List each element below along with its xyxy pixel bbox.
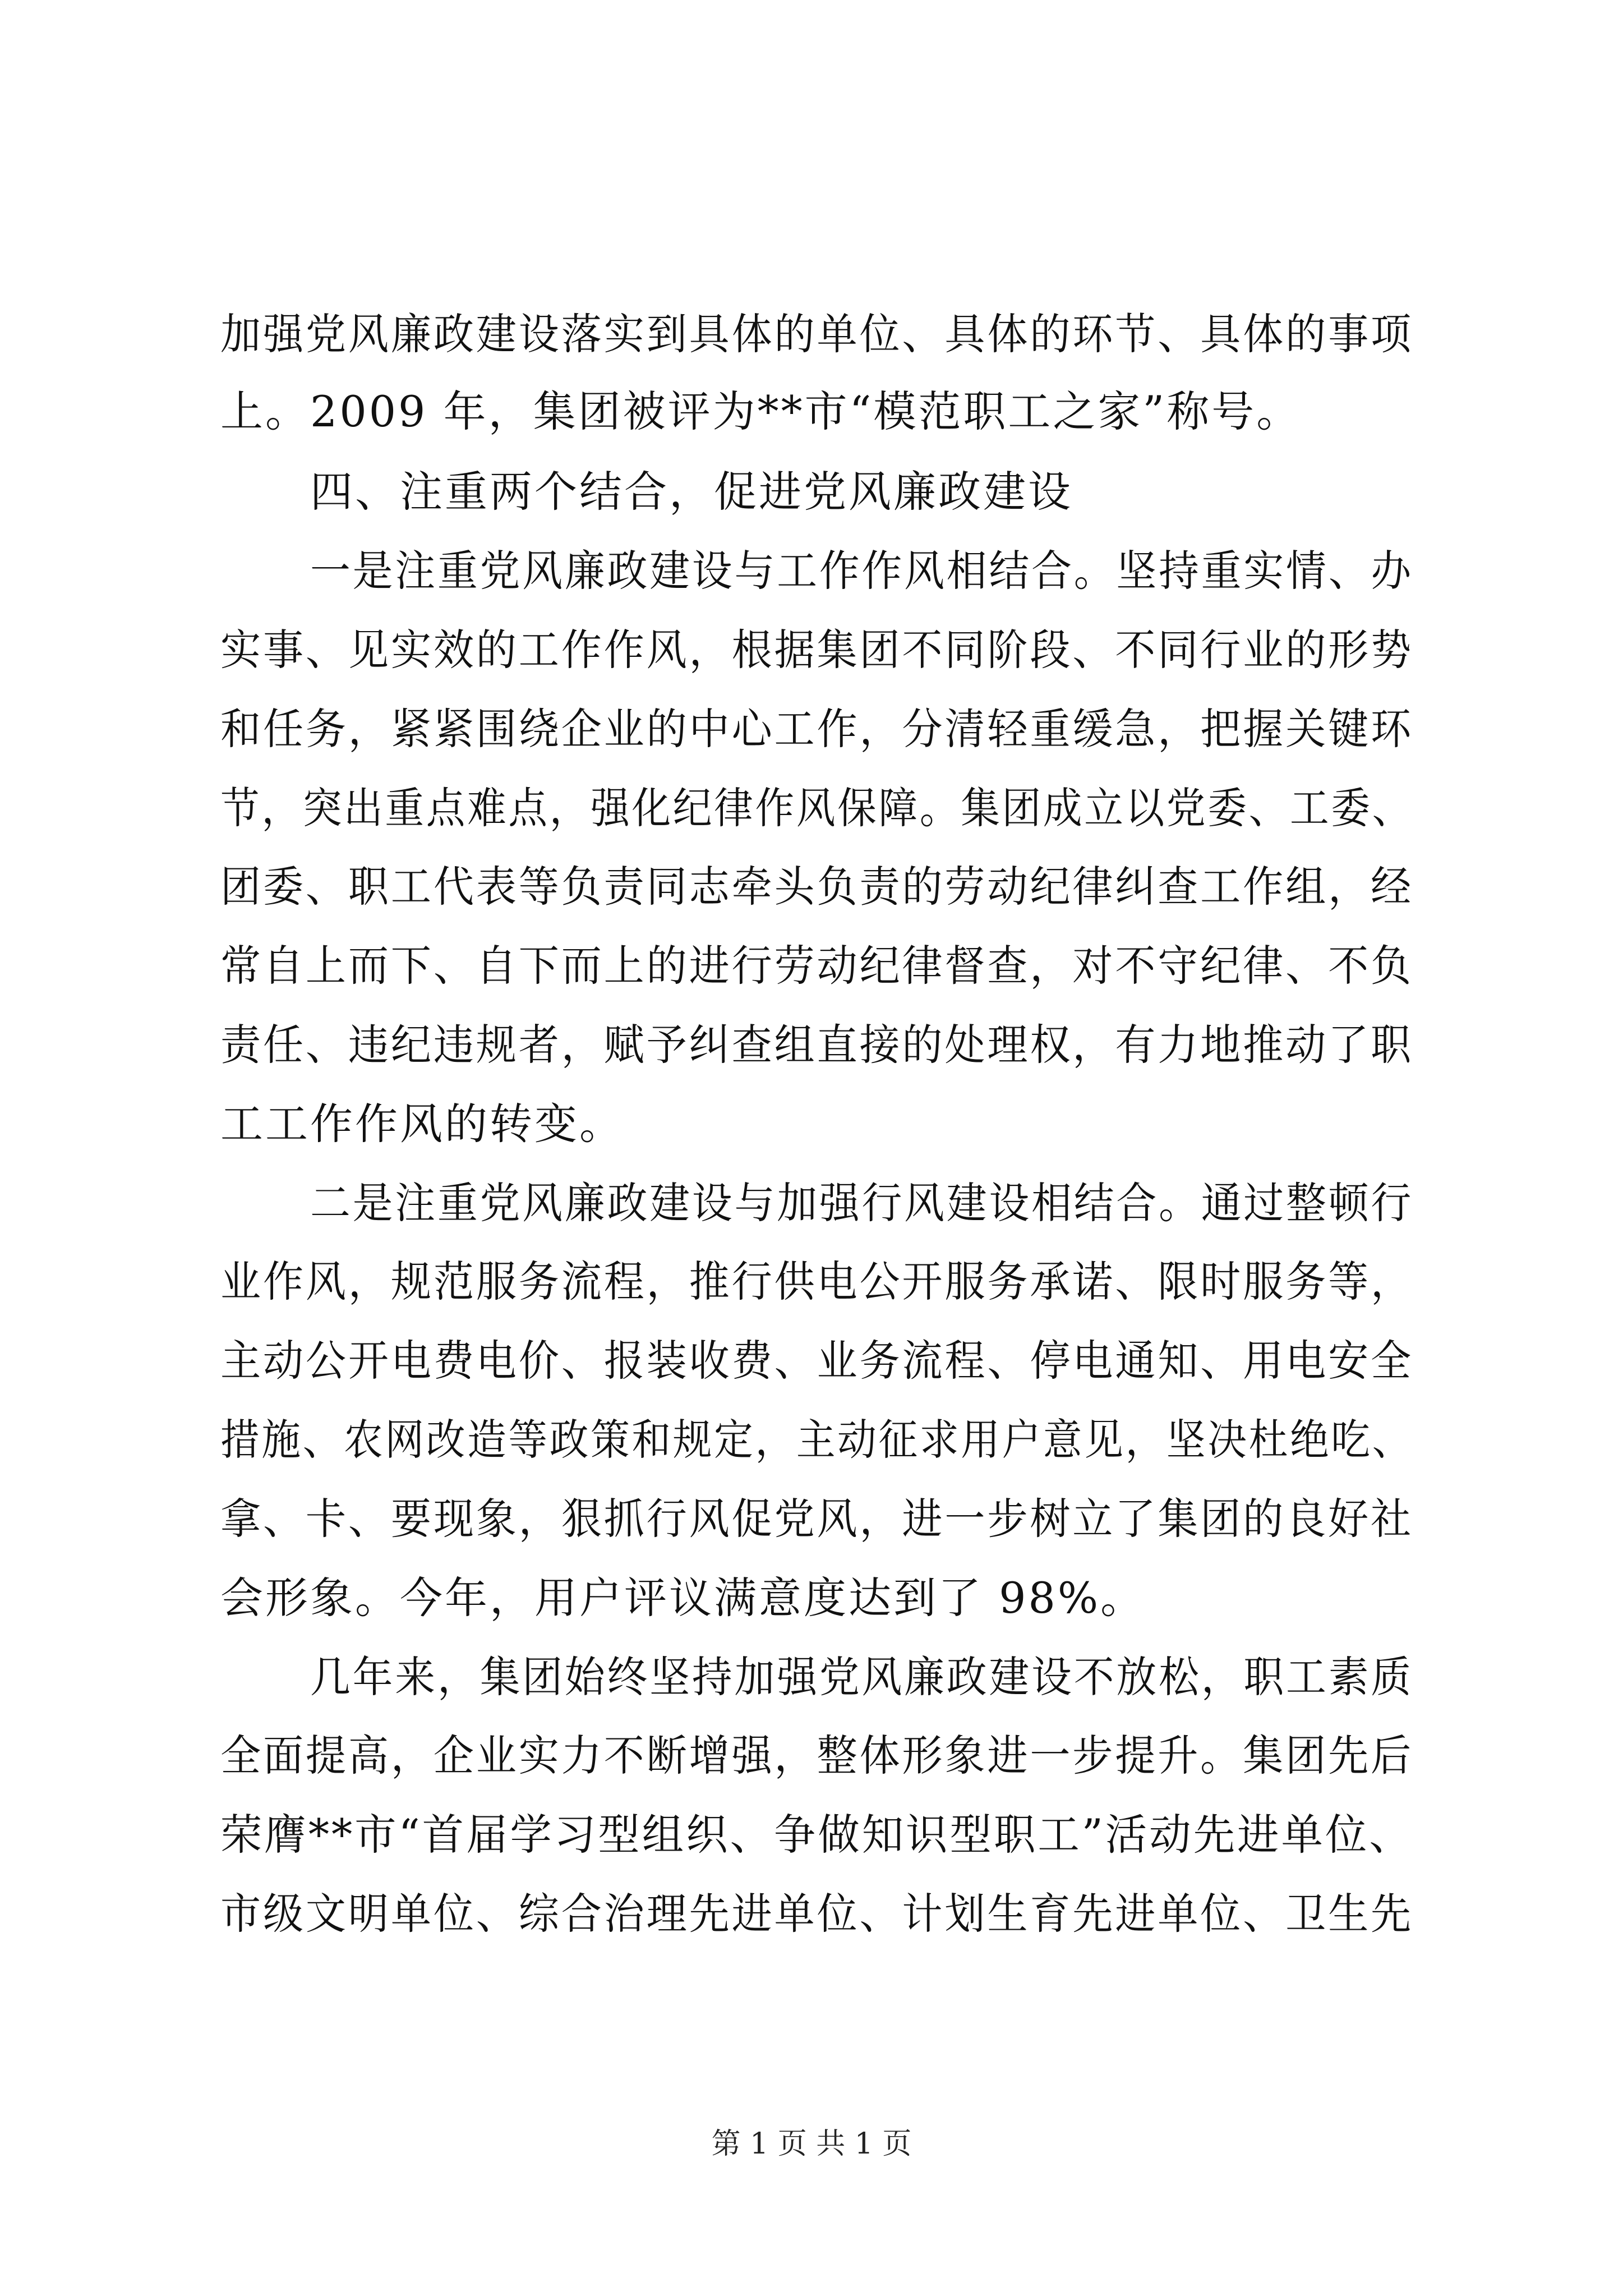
text-line-13: 业作风，规范服务流程，推行供电公开服务承诺、限时服务等，: [220, 1257, 1413, 1306]
text-line-8: 团委、职工代表等负责同志牵头负责的劳动纪律纠查工作组，经: [220, 862, 1413, 912]
text-line-2: 上。2009 年，集团被评为**市“模范职工之家”称号。: [220, 386, 1302, 436]
text-line-9: 常自上而下、自下而上的进行劳动纪律督查，对不守纪律、不负: [220, 941, 1413, 991]
text-line-5: 实事、见实效的工作作风，根据集团不同阶段、不同行业的形势: [220, 625, 1413, 675]
text-line-6: 和任务，紧紧围绕企业的中心工作，分清轻重缓急，把握关键环: [220, 704, 1413, 754]
section-heading: 四、注重两个结合，促进党风廉政建设: [310, 467, 1073, 517]
text-line-14: 主动公开电费电价、报装收费、业务流程、停电通知、用电安全: [220, 1336, 1413, 1386]
text-line-18: 几年来，集团始终坚持加强党风廉政建设不放松，职工素质: [310, 1652, 1413, 1702]
text-line-10: 责任、违纪违规者，赋予纠查组直接的处理权，有力地推动了职: [220, 1020, 1413, 1070]
text-line-1: 加强党风廉政建设落实到具体的单位、具体的环节、具体的事项: [220, 309, 1413, 359]
text-line-4: 一是注重党风廉政建设与工作作风相结合。坚持重实情、办: [310, 546, 1413, 596]
text-line-12: 二是注重党风廉政建设与加强行风建设相结合。通过整顿行: [310, 1178, 1413, 1228]
text-line-7: 节，突出重点难点，强化纪律作风保障。集团成立以党委、工委、: [220, 783, 1413, 833]
text-line-16: 拿、卡、要现象，狠抓行风促党风，进一步树立了集团的良好社: [220, 1494, 1413, 1544]
text-line-19: 全面提高，企业实力不断增强，整体形象进一步提升。集团先后: [220, 1731, 1413, 1780]
text-line-21: 市级文明单位、综合治理先进单位、计划生育先进单位、卫生先: [220, 1889, 1413, 1939]
text-line-15: 措施、农网改造等政策和规定，主动征求用户意见，坚决杜绝吃、: [220, 1415, 1413, 1465]
text-line-17: 会形象。今年，用户评议满意度达到了 98%。: [220, 1573, 1146, 1623]
page-footer: 第 1 页 共 1 页: [711, 2127, 912, 2161]
text-line-11: 工工作作风的转变。: [220, 1099, 624, 1149]
text-line-20: 荣膺**市“首届学习型组织、争做知识型职工”活动先进单位、: [220, 1810, 1413, 1860]
